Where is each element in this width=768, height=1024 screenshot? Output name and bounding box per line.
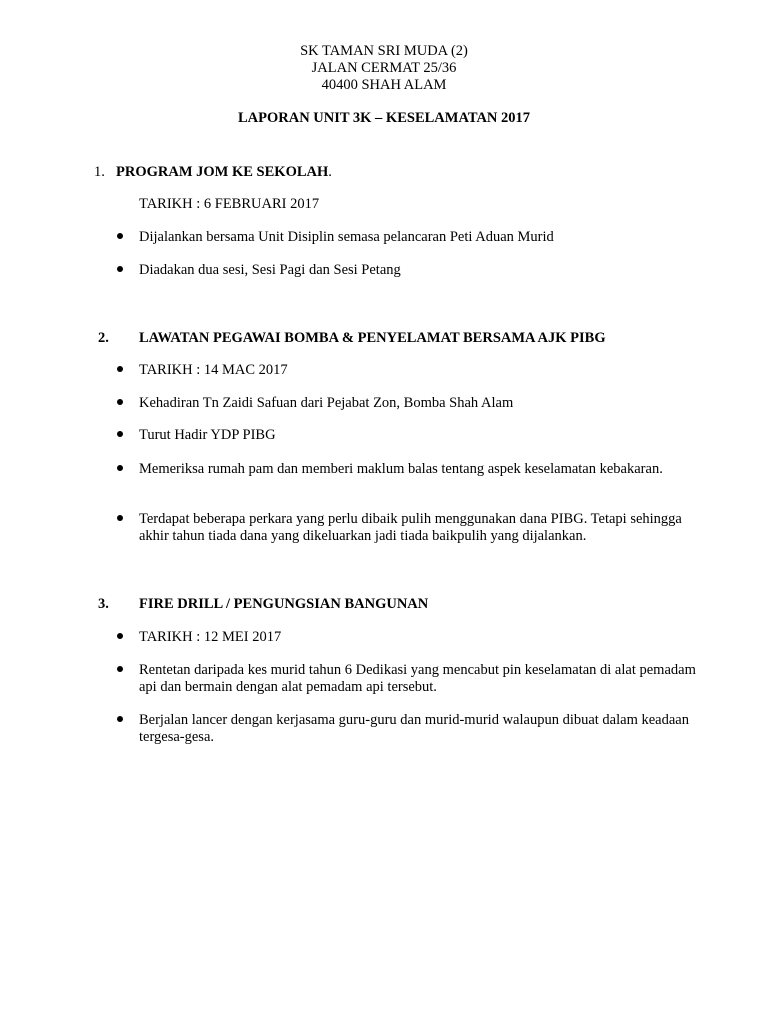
- bullet-text: Diadakan dua sesi, Sesi Pagi dan Sesi Petang: [139, 262, 401, 278]
- bullet-text: Rentetan daripada kes murid tahun 6 Dedikasi yang mencabut pin keselamatan di alat pemadam api dan bermain dengan alat pemadam api tersebut.: [139, 662, 696, 695]
- bullet-text: Memeriksa rumah pam dan memberi maklum balas tentang aspek keselamatan kebakaran.: [139, 461, 663, 477]
- section-number: 1.: [94, 164, 105, 180]
- bullet-text: Kehadiran Tn Zaidi Safuan dari Pejabat Zon, Bomba Shah Alam: [139, 395, 514, 411]
- bullet-icon: [117, 233, 123, 239]
- section-number: 3.: [98, 596, 109, 612]
- school-address-block: [0, 43, 768, 94]
- city-address: 40400 SHAH ALAM: [321, 77, 447, 93]
- bullet-text: TARIKH : 12 MEI 2017: [139, 629, 282, 645]
- bullet-icon: [117, 465, 123, 471]
- section-heading: [116, 164, 332, 181]
- bullet-text: Berjalan lancer dengan kerjasama guru-guru dan murid-murid walaupun dibuat dalam keadaan tergesa-gesa.: [139, 712, 689, 745]
- bullet-text: Dijalankan bersama Unit Disiplin semasa pelancaran Peti Aduan Murid: [139, 229, 554, 245]
- street-address: JALAN CERMAT 25/36: [311, 60, 457, 76]
- report-title: LAPORAN UNIT 3K – KESELAMATAN 2017: [237, 110, 531, 126]
- section-title: LAWATAN PEGAWAI BOMBA & PENYELAMAT BERSAMA AJK PIBG: [139, 330, 606, 346]
- section-date: TARIKH : 6 FEBRUARI 2017: [139, 196, 320, 212]
- section-number: 2.: [98, 330, 109, 346]
- section-title: FIRE DRILL / PENGUNGSIAN BANGUNAN: [139, 596, 429, 612]
- bullet-icon: [117, 266, 123, 272]
- bullet-icon: [117, 666, 123, 672]
- bullet-icon: [117, 366, 123, 372]
- section-title-suffix: .: [328, 164, 332, 180]
- school-name: SK TAMAN SRI MUDA (2): [300, 43, 468, 59]
- section-title: PROGRAM JOM KE SEKOLAH: [116, 164, 329, 180]
- bullet-icon: [117, 515, 123, 521]
- bullet-icon: [117, 399, 123, 405]
- bullet-text: TARIKH : 14 MAC 2017: [139, 362, 288, 378]
- bullet-icon: [117, 633, 123, 639]
- bullet-icon: [117, 431, 123, 437]
- bullet-icon: [117, 716, 123, 722]
- bullet-text: Turut Hadir YDP PIBG: [139, 427, 276, 443]
- bullet-text: Terdapat beberapa perkara yang perlu dibaik pulih menggunakan dana PIBG. Tetapi sehingga akhir tahun tiada dana yang dikeluarkan jadi tiada baikpulih yang dijalankan.: [139, 511, 682, 544]
